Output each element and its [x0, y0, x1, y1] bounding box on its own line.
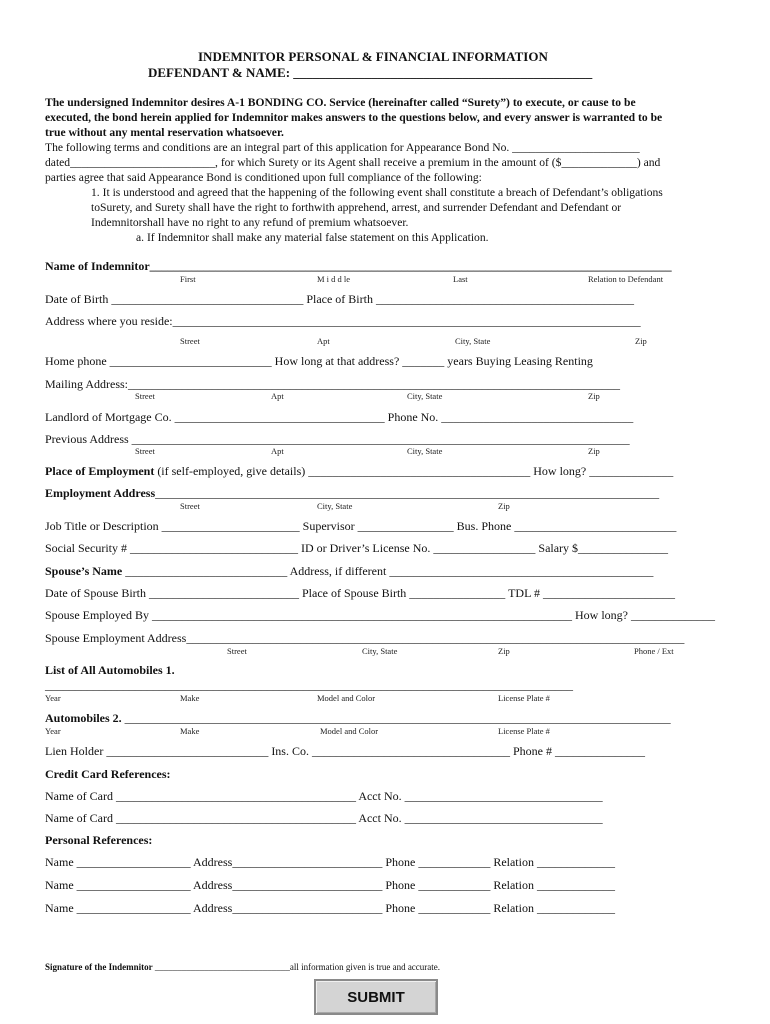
automobile-1-field[interactable]: ________________________________________________________________________________________	[45, 678, 573, 692]
name-of-indemnitor-field[interactable]	[45, 259, 672, 273]
make-label: Make	[180, 693, 200, 703]
spouse-name-field[interactable]	[45, 564, 653, 578]
condition-line: toSurety, and Surety shall have the right to forthwith apprehend, arrest, and surrender Defendant and Defendant or	[91, 201, 622, 214]
intro-bold-line: true without any mental reservation whatsoever.	[45, 126, 284, 139]
street-label: Street	[180, 336, 200, 346]
license-plate-label: License Plate #	[498, 726, 550, 736]
signature-line: ______________________________	[152, 962, 290, 972]
intro-bold-line: executed, the bond herein applied for Indemnitor makes answers to the questions below, and every answer is warranted to be	[45, 111, 663, 124]
automobile-2-line: ___________________________________________________________________________________________	[121, 711, 671, 725]
automobile-2-field[interactable]	[45, 711, 671, 725]
spouse-name-line: ___________________________ Address, if different ____________________________________________	[122, 564, 654, 578]
personal-reference-field[interactable]: Name ___________________ Address_________________________ Phone ____________ Relation _____________	[45, 855, 615, 869]
street-label: Street	[227, 646, 247, 656]
year-label: Year	[45, 726, 61, 736]
appearance-bond-no-field[interactable]: The following terms and conditions are an integral part of this application for Appearance Bond No. ______________________	[45, 141, 640, 154]
credit-card-heading: Credit Card References:	[45, 767, 171, 781]
place-of-employment-label: Place of Employment	[45, 464, 155, 478]
employment-address-field[interactable]	[45, 486, 659, 500]
mailing-address-field[interactable]: Mailing Address:__________________________________________________________________________________	[45, 377, 620, 391]
spouse-name-label: Spouse’s Name	[45, 564, 123, 578]
zip-label: Zip	[588, 391, 600, 401]
submit-button[interactable]: SUBMIT	[314, 979, 438, 1015]
city-state-label: City, State	[362, 646, 398, 656]
make-label: Make	[180, 726, 200, 736]
credit-card-field[interactable]: Name of Card ________________________________________ Acct No. _________________________________	[45, 811, 603, 825]
employment-address-label: Employment Address	[45, 486, 156, 500]
defendant-name-field[interactable]: DEFENDANT & NAME: ______________________________________________	[148, 65, 593, 80]
address-reside-field[interactable]: Address where you reside:______________________________________________________________________________	[45, 314, 641, 328]
personal-reference-field[interactable]: Name ___________________ Address_________________________ Phone ____________ Relation _____________	[45, 878, 615, 892]
zip-label: Zip	[498, 501, 510, 511]
social-security-field[interactable]: Social Security # ____________________________ ID or Driver’s License No. _________________ Salary $_______________	[45, 541, 669, 555]
automobiles-heading: List of All Automobiles 1.	[45, 663, 175, 677]
zip-label: Zip	[498, 646, 510, 656]
dated-premium-field[interactable]: dated_________________________, for which Surety or its Agent shall receive a premium in the amount of ($_____________) and	[45, 156, 661, 169]
personal-reference-field[interactable]: Name ___________________ Address_________________________ Phone ____________ Relation _____________	[45, 901, 615, 915]
city-state-label: City, State	[455, 336, 491, 346]
city-state-label: City, State	[407, 391, 443, 401]
street-label: Street	[135, 446, 155, 456]
spouse-birth-field[interactable]: Date of Spouse Birth _________________________ Place of Spouse Birth ________________ TDL # ______________________	[45, 586, 675, 600]
condition-line: Indemnitorshall have no right to any refund of premium whatsoever.	[91, 216, 409, 229]
year-label: Year	[45, 693, 61, 703]
name-of-indemnitor-line: Name of Indemnitor_______________________________________________________________________________________	[45, 259, 672, 273]
middle-name-label: M i d d le	[317, 274, 351, 284]
automobiles-2-label: Automobiles 2.	[45, 711, 122, 725]
relation-label: Relation to Defendant	[588, 274, 664, 284]
landlord-field[interactable]: Landlord of Mortgage Co. ___________________________________ Phone No. ________________________________	[45, 410, 634, 424]
sub-condition-line: a. If Indemnitor shall make any material false statement on this Application.	[136, 231, 489, 244]
spouse-employment-address-field[interactable]: Spouse Employment Address___________________________________________________________________________________	[45, 631, 685, 645]
intro-paragraph	[45, 95, 725, 245]
personal-references-heading: Personal References:	[45, 833, 153, 847]
model-color-label: Model and Color	[320, 726, 379, 736]
apt-label: Apt	[271, 446, 284, 456]
date-of-birth-field[interactable]: Date of Birth ________________________________ Place of Birth ___________________________________________	[45, 292, 634, 306]
street-label: Street	[135, 391, 155, 401]
phone-ext-label: Phone / Ext	[634, 646, 674, 656]
city-state-label: City, State	[317, 501, 353, 511]
form-title: INDEMNITOR PERSONAL & FINANCIAL INFORMATION	[198, 49, 548, 64]
signature-field[interactable]	[45, 962, 440, 973]
spouse-employed-by-field[interactable]: Spouse Employed By ______________________________________________________________________ How long? ______________	[45, 608, 715, 622]
zip-label: Zip	[635, 336, 647, 346]
apt-label: Apt	[317, 336, 330, 346]
intro-line: parties agree that said Appearance Bond is conditioned upon full compliance of the following:	[45, 171, 482, 184]
last-name-label: Last	[453, 274, 468, 284]
job-title-field[interactable]: Job Title or Description _______________________ Supervisor ________________ Bus. Phone ___________________________	[45, 519, 677, 533]
model-color-label: Model and Color	[317, 693, 376, 703]
place-of-employment-field[interactable]	[45, 464, 673, 478]
city-state-label: City, State	[407, 446, 443, 456]
signature-statement: all information given is true and accurate.	[289, 962, 441, 972]
first-name-label: First	[180, 274, 196, 284]
apt-label: Apt	[271, 391, 284, 401]
credit-card-field[interactable]: Name of Card ________________________________________ Acct No. _________________________________	[45, 789, 603, 803]
street-label: Street	[180, 501, 200, 511]
place-of-employment-line: (if self-employed, give details) _____________________________________ How long? ______________	[154, 464, 674, 478]
license-plate-label: License Plate #	[498, 693, 550, 703]
signature-label: Signature of the Indemnitor	[45, 962, 153, 972]
condition-line: 1. It is understood and agreed that the happening of the following event shall constitute a breach of Defendant’s obligations	[91, 186, 663, 199]
previous-address-field[interactable]: Previous Address ___________________________________________________________________________________	[45, 432, 630, 446]
home-phone-field[interactable]: Home phone ___________________________ How long at that address? _______ years Buying Leasing Renting	[45, 354, 593, 368]
intro-bold-line: The undersigned Indemnitor desires A-1 BONDING CO. Service (hereinafter called “Surety”) to execute, or cause to be	[45, 96, 636, 109]
lien-holder-field[interactable]: Lien Holder ___________________________ Ins. Co. _________________________________ Phone # _______________	[45, 744, 645, 758]
employment-address-line: ____________________________________________________________________________________	[155, 486, 660, 500]
zip-label: Zip	[588, 446, 600, 456]
